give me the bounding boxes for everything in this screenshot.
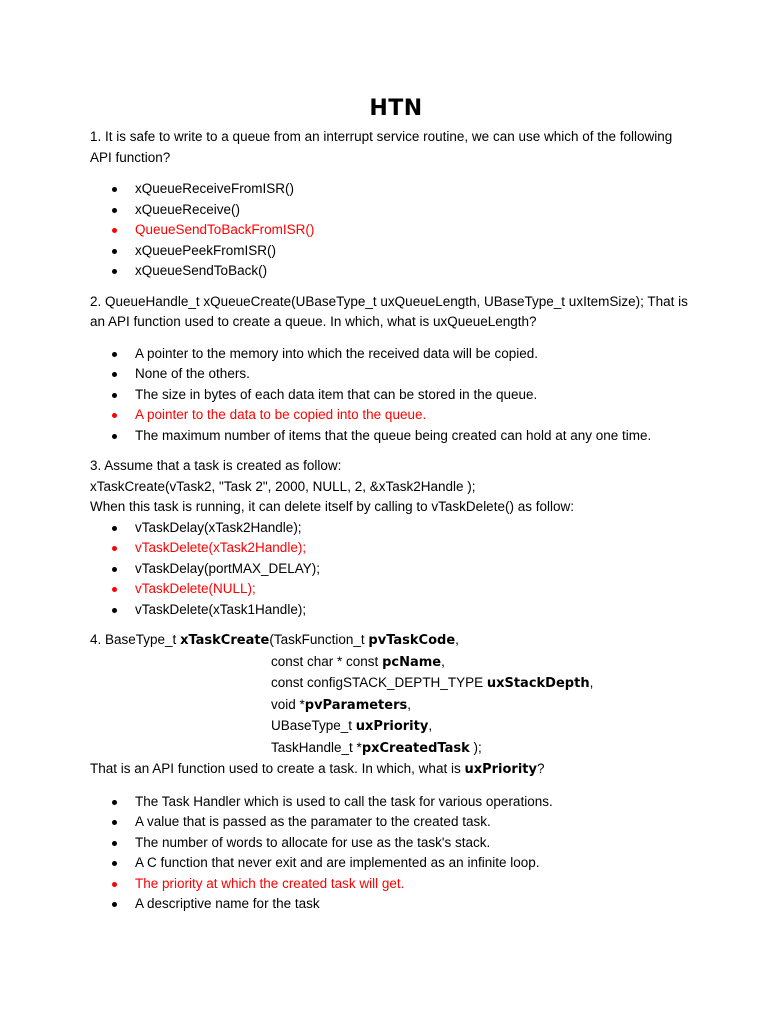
question-1-option-3-correct: QueueSendToBackFromISR() — [90, 220, 690, 241]
question-1-option-2: xQueueReceive() — [90, 200, 690, 221]
question-2-option-1: A pointer to the memory into which the received data will be copied. — [90, 344, 690, 365]
question-4-option-1: The Task Handler which is used to call the task for various operations. — [90, 792, 690, 813]
bullet-icon — [112, 567, 117, 572]
question-4-option-4: A C function that never exit and are implemented as an infinite loop. — [90, 853, 690, 874]
question-2-option-5: The maximum number of items that the queue being created can hold at any one time. — [90, 426, 690, 447]
question-3-option-3: vTaskDelay(portMAX_DELAY); — [90, 559, 690, 580]
bullet-icon — [112, 546, 117, 551]
question-4-option-2: A value that is passed as the paramater to the created task. — [90, 812, 690, 833]
question-2-options — [90, 344, 690, 447]
question-4-prompt: That is an API function used to create a task. In which, what is uxPriority? — [90, 761, 545, 777]
question-4-option-6: A descriptive name for the task — [90, 894, 690, 915]
bullet-icon — [112, 208, 117, 213]
question-4-options — [90, 792, 690, 915]
question-3-option-2-correct: vTaskDelete(xTask2Handle); — [90, 538, 690, 559]
question-1-option-5: xQueueSendToBack() — [90, 261, 690, 282]
bullet-icon — [112, 526, 117, 531]
question-3-prompt-line-3: When this task is running, it can delete itself by calling to vTaskDelete() as follow: — [90, 499, 574, 514]
bullet-icon — [112, 393, 117, 398]
question-1-options — [90, 179, 690, 282]
signature-line-6: TaskHandle_t *pxCreatedTask ); — [271, 739, 482, 756]
question-3-option-1: vTaskDelay(xTask2Handle); — [90, 518, 690, 539]
question-3-prompt-line-1: 3. Assume that a task is created as follow: — [90, 458, 342, 473]
question-1-option-4: xQueuePeekFromISR() — [90, 241, 690, 262]
question-4-option-5-correct: The priority at which the created task will get. — [90, 874, 690, 895]
question-1-prompt: 1. It is safe to write to a queue from an interrupt service routine, we can use which of the following API function? — [90, 129, 673, 165]
bullet-icon — [112, 608, 117, 613]
question-4-option-3: The number of words to allocate for use as the task's stack. — [90, 833, 690, 854]
bullet-icon — [112, 587, 117, 592]
question-3-options — [90, 518, 690, 621]
bullet-icon — [112, 434, 117, 439]
signature-line-5: UBaseType_t uxPriority, — [271, 718, 433, 734]
bullet-icon — [112, 902, 117, 907]
question-3-option-4-correct: vTaskDelete(NULL); — [90, 579, 690, 600]
signature-line-4: void *pvParameters, — [271, 696, 412, 713]
bullet-icon — [112, 861, 117, 866]
page-title: HTN — [369, 96, 423, 121]
bullet-icon — [112, 352, 117, 357]
bullet-icon — [112, 372, 117, 377]
bullet-icon — [112, 882, 117, 887]
question-2-option-3: The size in bytes of each data item that can be stored in the queue. — [90, 385, 690, 406]
bullet-icon — [112, 269, 117, 274]
bullet-icon — [112, 820, 117, 825]
bullet-icon — [112, 413, 117, 418]
bullet-icon — [112, 228, 117, 233]
question-4-signature — [90, 630, 690, 759]
document-page — [90, 96, 690, 925]
bullet-icon — [112, 187, 117, 192]
signature-line-3: const configSTACK_DEPTH_TYPE uxStackDepth, — [271, 675, 594, 691]
signature-line-1: 4. BaseType_t xTaskCreate(TaskFunction_t pvTaskCode, — [90, 632, 459, 648]
bullet-icon — [112, 841, 117, 846]
question-3-option-5: vTaskDelete(xTask1Handle); — [90, 600, 690, 621]
question-2-prompt: 2. QueueHandle_t xQueueCreate(UBaseType_t uxQueueLength, UBaseType_t uxItemSize); That is an API function used to create a queue. In which, what is uxQueueLength? — [90, 293, 688, 329]
question-1-option-1: xQueueReceiveFromISR() — [90, 179, 690, 200]
question-2-option-2: None of the others. — [90, 364, 690, 385]
signature-line-2: const char * const pcName, — [271, 653, 445, 670]
bullet-icon — [112, 249, 117, 254]
question-3-prompt-line-2: xTaskCreate(vTask2, "Task 2", 2000, NULL, 2, &xTask2Handle ); — [90, 478, 476, 494]
question-2-option-4-correct: A pointer to the data to be copied into the queue. — [90, 405, 690, 426]
bullet-icon — [112, 800, 117, 805]
